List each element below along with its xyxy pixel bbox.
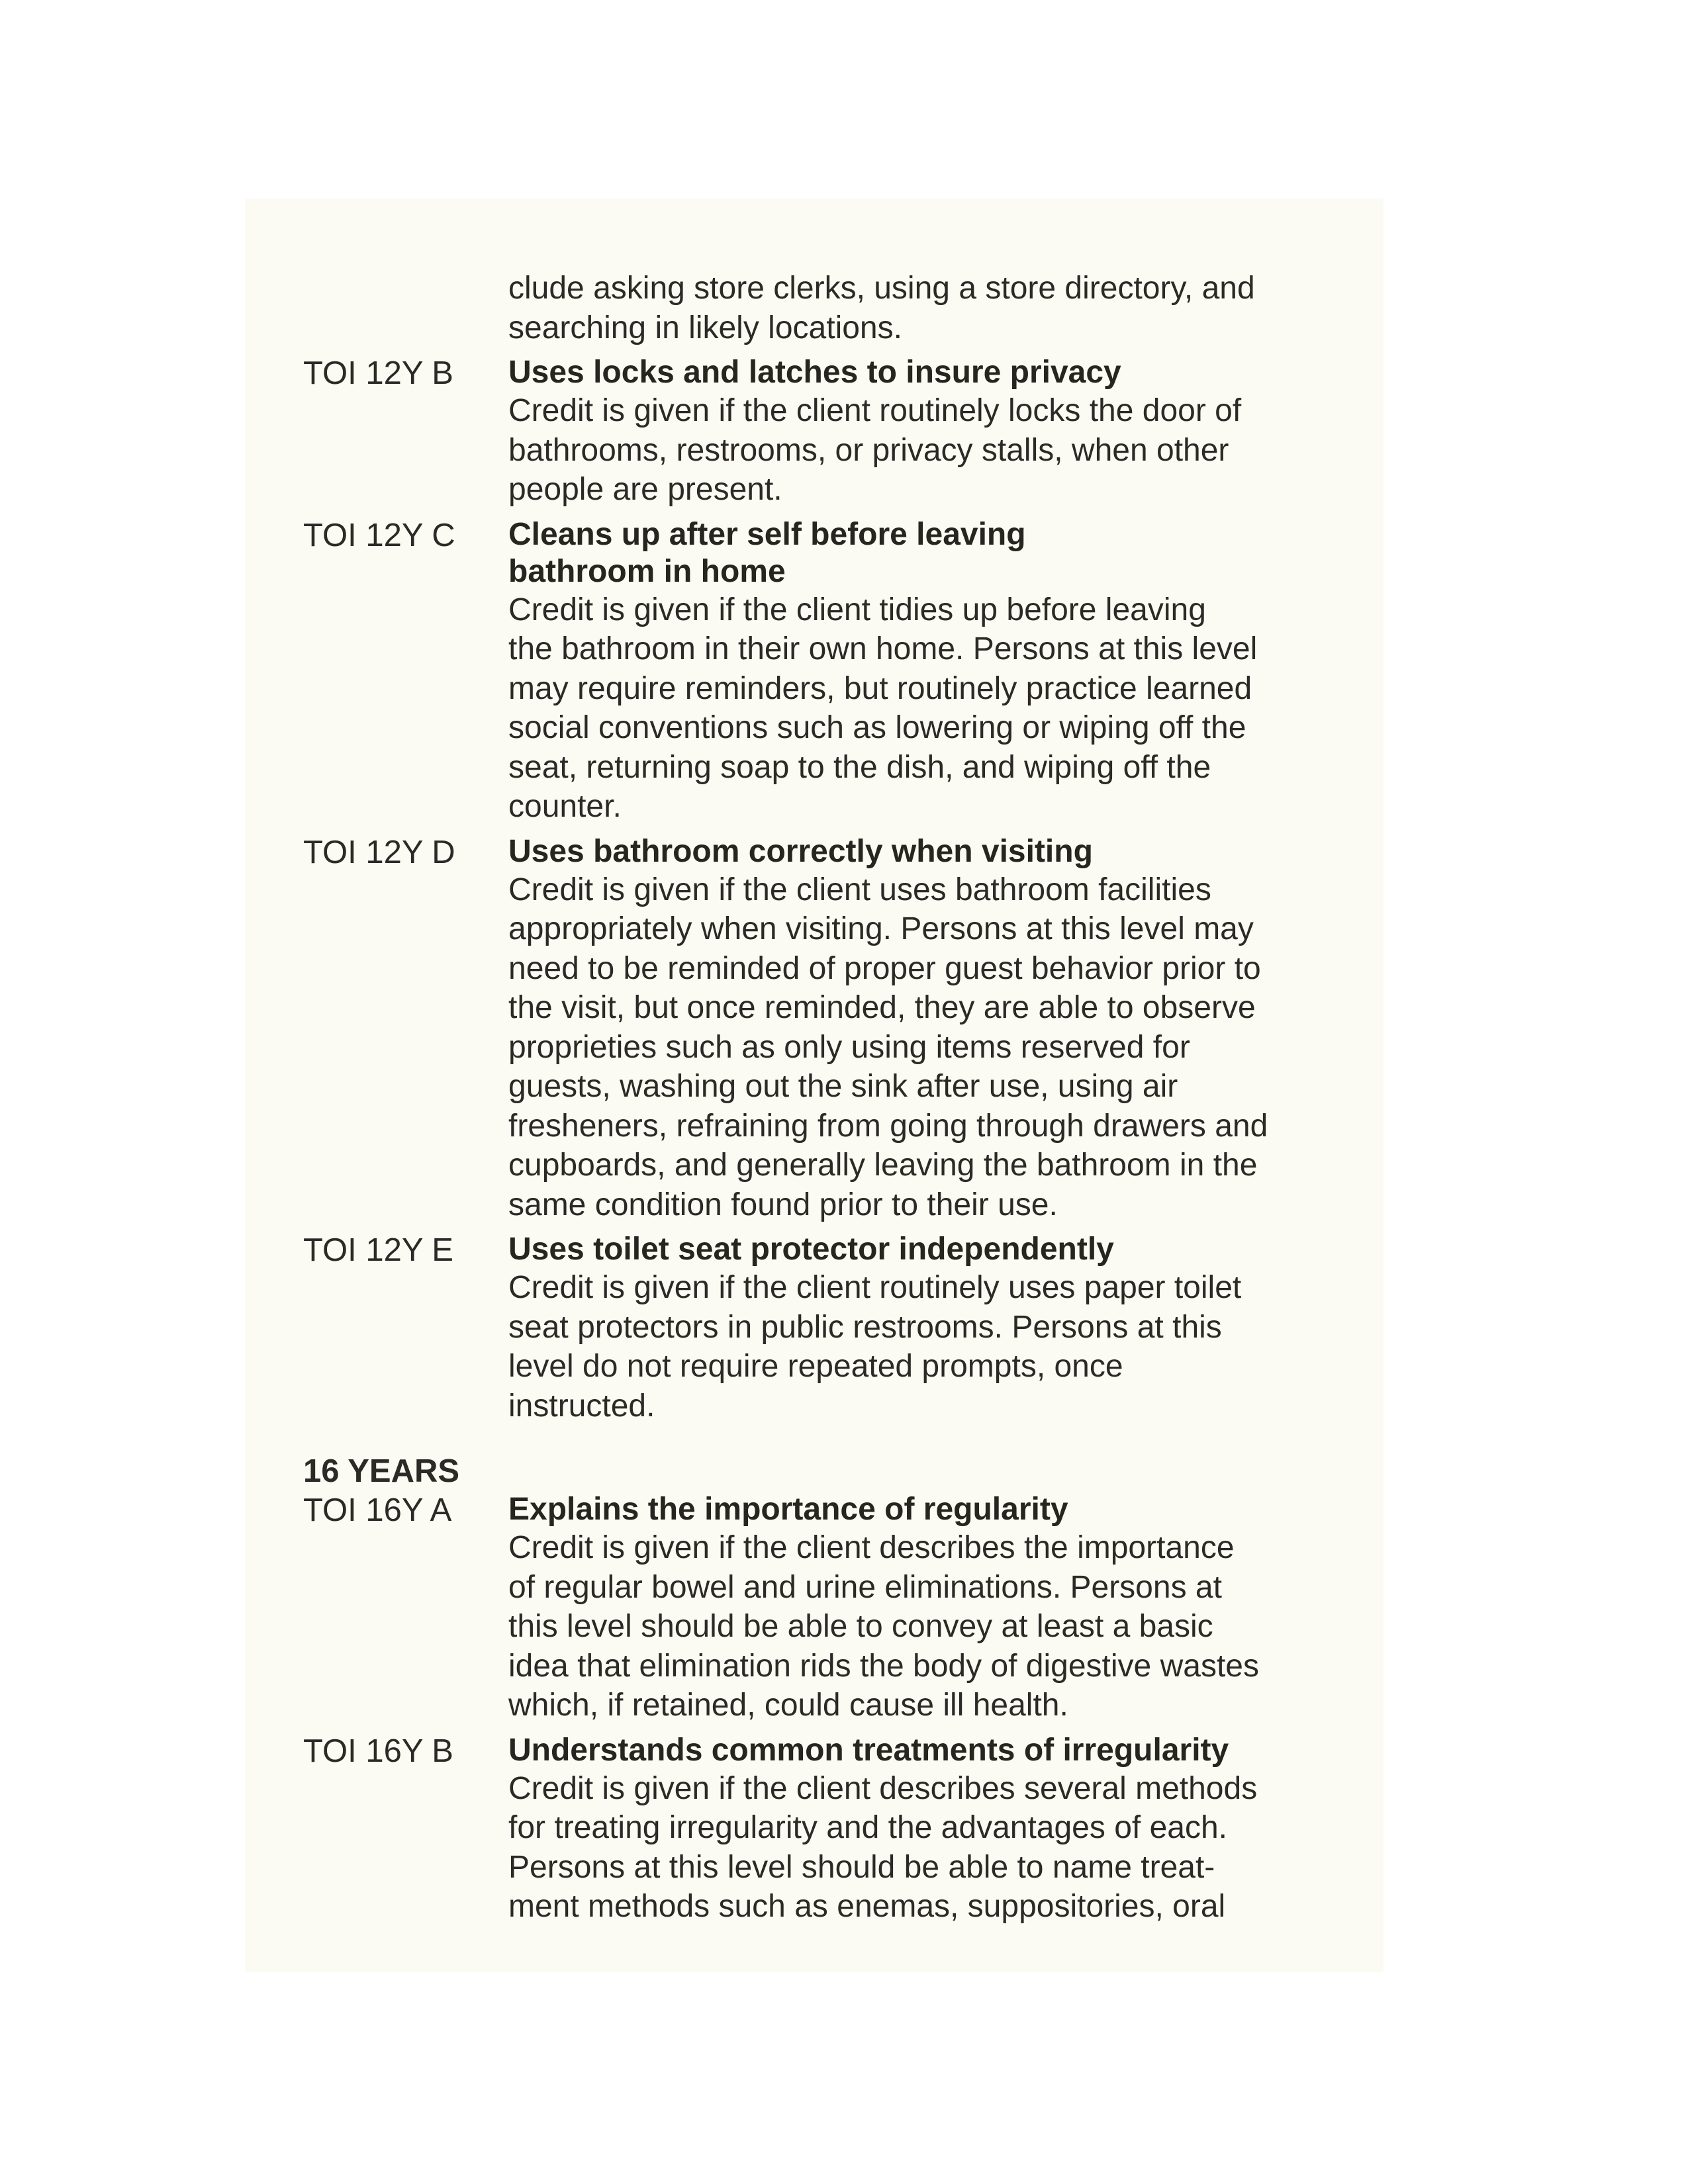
entry-code: TOI 12Y B (303, 355, 453, 391)
entry-toi-12y-c (303, 516, 1389, 827)
entry-text: Credit is given if the client routinely uses paper toilet seat protectors in public restrooms. Persons at this level do not require repeated prompts, once instructed. (508, 1270, 1242, 1424)
continuation-text: clude asking store clerks, using a store directory, and searching in likely locations. (508, 271, 1255, 345)
entry-heading: Understands common treatments of irregularity (508, 1732, 1229, 1768)
entry-body (508, 1231, 1389, 1426)
document-content (303, 269, 1389, 1933)
entry-code: TOI 12Y D (303, 834, 455, 870)
entry-heading: Uses locks and latches to insure privacy (508, 355, 1121, 390)
entry-heading: Uses bathroom correctly when visiting (508, 833, 1093, 869)
entry-text: Credit is given if the client routinely locks the door of bathrooms, restrooms, or privacy stalls, when other people are present. (508, 393, 1242, 507)
entry-code: TOI 16Y A (303, 1492, 452, 1528)
entry-body (508, 1491, 1389, 1725)
entry-code-empty (303, 269, 508, 347)
entry-body (508, 833, 1389, 1225)
section-heading-16-years: 16 YEARS (303, 1453, 460, 1489)
entry-text: Credit is given if the client describes several methods for treating irregularity and the advantages of each. Persons at this level should be able to name treat- ment methods such as enemas, suppositories, oral (508, 1770, 1258, 1924)
entry-toi-12y-b (303, 354, 1389, 510)
entry-heading: Uses toilet seat protector independently (508, 1232, 1114, 1267)
entry-heading: Explains the importance of regularity (508, 1492, 1068, 1527)
entry-body (508, 354, 1389, 510)
entry-code: TOI 16Y B (303, 1733, 453, 1769)
entry-code: TOI 12Y E (303, 1232, 453, 1268)
entry-text: Credit is given if the client uses bathroom facilities appropriately when visiting. Persons at this level may need to be reminded of proper guest behavior prior to the visit, but once reminded, they are able to observe proprieties such as only using items reserved for guests, washing out the sink after use, using air fresheners, refraining from going through drawers and cupboards, and generally leaving the bathroom in the same condition found prior to their use. (508, 872, 1268, 1222)
continuation-entry (303, 269, 1389, 347)
entry-toi-16y-a (303, 1491, 1389, 1725)
entry-text: Credit is given if the client describes the importance of regular bowel and urine eliminations. Persons at this level should be able to convey at least a basic idea that elimination rids the body of digestive wastes which, if retained, could cause ill health. (508, 1530, 1259, 1723)
entry-toi-12y-e (303, 1231, 1389, 1426)
entry-toi-16y-b (303, 1732, 1389, 1927)
entry-heading: Cleans up after self before leaving bathroom in home (508, 516, 1026, 589)
entry-text: Credit is given if the client tidies up before leaving the bathroom in their own home. Persons at this level may require reminders, but routinely practice learned social conventions such as lowering or wiping off the seat, returning soap to the dish, and wiping off the counter. (508, 592, 1258, 824)
entry-body (508, 516, 1389, 827)
entry-toi-12y-d (303, 833, 1389, 1225)
entry-body (508, 269, 1389, 347)
entry-code: TOI 12Y C (303, 517, 455, 553)
entry-body (508, 1732, 1389, 1927)
